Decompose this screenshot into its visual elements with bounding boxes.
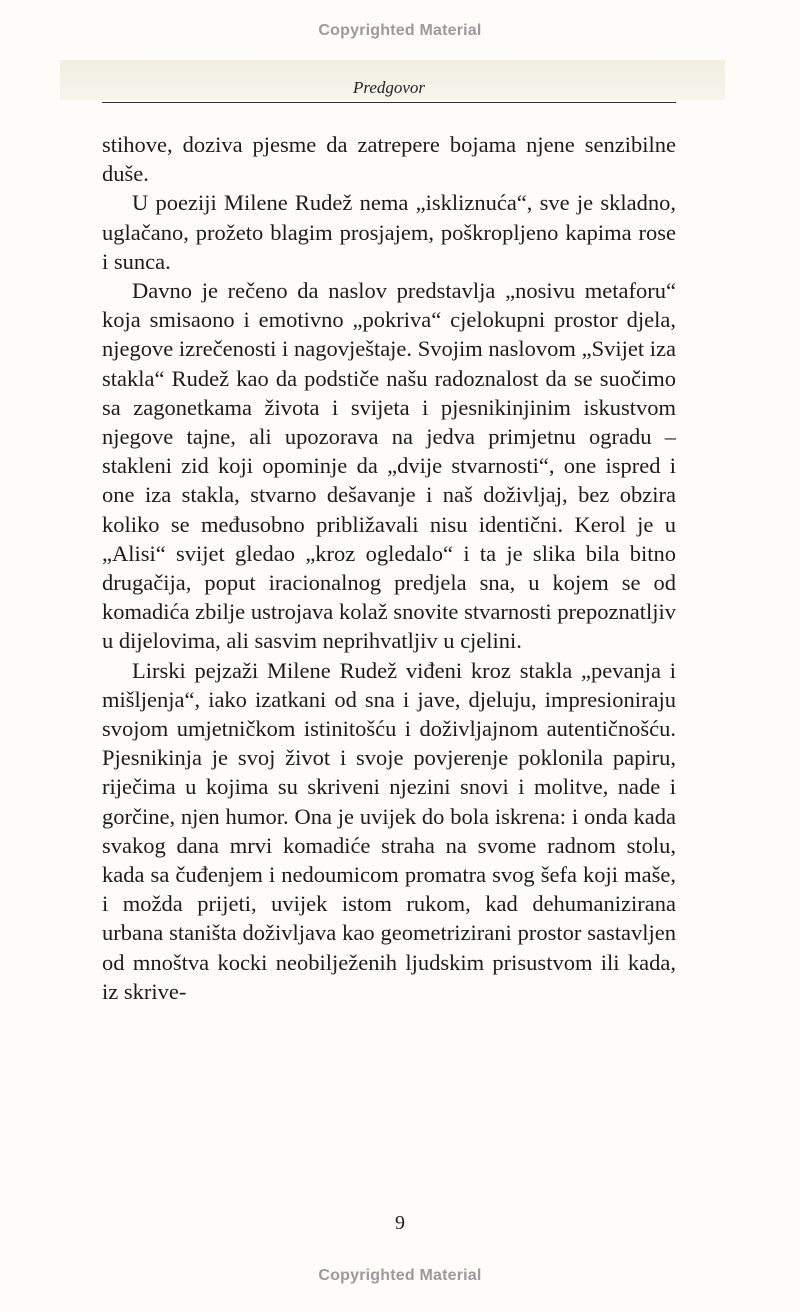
paragraph: U poeziji Milene Rudež nema „iskliznuća“, sve je skladno, uglačano, prožeto blagim prosjajem, poškropljeno kapima rose i sunca. (102, 190, 676, 274)
header-rule (102, 102, 676, 103)
copyright-watermark-bottom: Copyrighted Material (318, 1267, 482, 1284)
page-number: 9 (395, 1212, 405, 1234)
copyright-watermark-top: Copyrighted Material (318, 22, 482, 39)
body-text (102, 130, 676, 1006)
paragraph: stihove, doziva pjesme da zatrepere bojama njene senzibilne duše. (102, 132, 676, 187)
paragraph: Lirski pejzaži Milene Rudež viđeni kroz stakla „pevanja i mišljenja“, iako izatkani od sna i jave, djeluju, impresioniraju svojom umjetničkom istinitošću i doživljajnom autentičnošću. Pjesnikinja je svoj život i svoje povjerenje poklonila papiru, riječima u kojima su skriveni njezini snovi i molitve, nade i gorčine, njen humor. Ona je uvijek do bola iskrena: i onda kada svakog dana mrvi komadiće straha na svome radnom stolu, kada sa čuđenjem i nedoumicom promatra svog šefa koji maše, i možda prijeti, uvijek istom rukom, kad dehumanizirana urbana staništa doživljava kao geometrizirani prostor sastavljen od mnoštva kocki neobilježenih ljudskim prisustvom ili kada, iz skrive- (102, 657, 676, 1004)
paragraph: Davno je rečeno da naslov predstavlja „nosivu metaforu“ koja smisaono i emotivno „pokriva“ cjelokupni prostor djela, njegove izrečenosti i nagovještaje. Svojim naslovom „Svijet iza stakla“ Rudež kao da podstiče našu radoznalost da se suočimo sa zagonetkama života i svijeta i pjesnikinjinim iskustvom njegove tajne, ali upozorava na jedva primjetnu ogradu – stakleni zid koji opominje da „dvije stvarnosti“, one ispred i one iza stakla, stvarno dešavanje i naš doživljaj, bez obzira koliko se međusobno približavali nisu identični. Kerol je u „Alisi“ svijet gledao „kroz ogledalo“ i ta je slika bila bitno drugačija, poput iracionalnog predjela sna, u kojem se od komadića zbilje ustrojava kolaž snovite stvarnosti prepoznatljiv u dijelovima, ali sasvim neprihvatljiv u cjelini. (102, 278, 676, 654)
running-head: Predgovor (352, 78, 426, 97)
